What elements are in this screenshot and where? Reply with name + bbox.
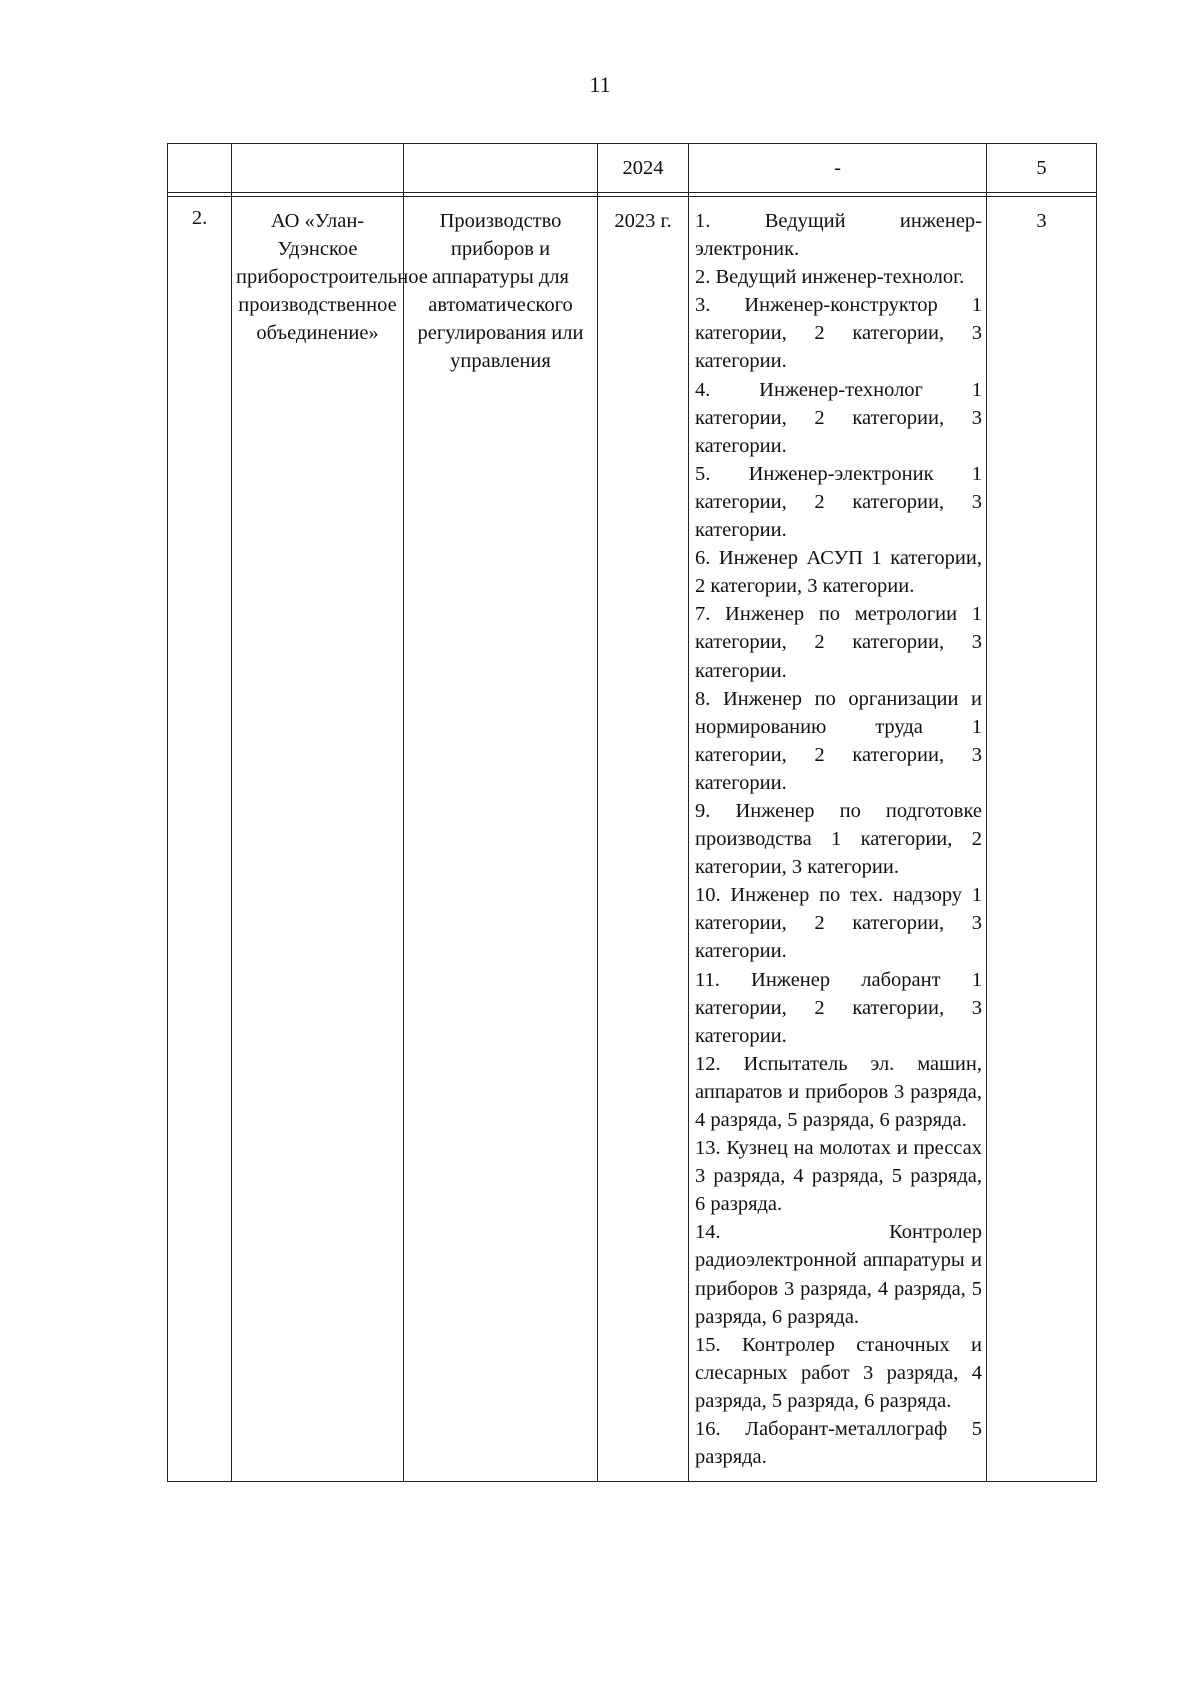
enterprise-table [167,143,1097,1482]
position-item: 2. Ведущий инженер-технолог. [695,266,965,289]
position-item: 1. Ведущий инженер-электроник. [695,210,982,261]
cell-year: 2024 [598,144,689,193]
position-item: 3. Инженер-конструктор 1 категории, 2 категории, 3 категории. [695,294,982,373]
table-row-continuation [168,144,1097,193]
position-item: 13. Кузнец на молотах и прессах 3 разряда, 4 разряда, 5 разряда, 6 разряда. [695,1137,982,1216]
cell-activity [404,144,598,193]
cell-count: 5 [987,144,1097,193]
cell-count: 3 [987,197,1097,1482]
cell-num: 2. [168,197,232,1482]
page-number: 11 [589,72,611,97]
cell-num [168,144,232,193]
position-item: 4. Инженер-технолог 1 категории, 2 категории, 3 категории. [695,378,982,457]
position-item: 14. Контролер радиоэлектронной аппаратуры и приборов 3 разряда, 4 разряда, 5 разряда, 6 разряда. [695,1221,982,1328]
position-item: 7. Инженер по метрологии 1 категории, 2 категории, 3 категории. [695,603,982,682]
position-item: 12. Испытатель эл. машин, аппаратов и приборов 3 разряда, 4 разряда, 5 разряда, 6 разряда. [695,1052,982,1131]
table-row-enterprise [168,197,1097,1482]
position-item: 16. Лаборант-металлограф 5 разряда. [695,1418,982,1469]
position-item: 10. Инженер по тех. надзору 1 категории, 2 категории, 3 категории. [695,884,982,963]
cell-year: 2023 г. [598,197,689,1482]
cell-org [232,144,404,193]
position-item: 8. Инженер по организации и нормированию труда 1 категории, 2 категории, 3 категории. [695,687,982,794]
cell-org: АО «Улан-Удэнское приборостроительное производственное объединение» [232,197,404,1482]
cell-positions [689,197,987,1482]
position-item: 11. Инженер лаборант 1 категории, 2 категории, 3 категории. [695,968,982,1047]
position-item: 5. Инженер-электроник 1 категории, 2 категории, 3 категории. [695,462,982,542]
position-item: 9. Инженер по подготовке производства 1 категории, 2 категории, 3 категории. [695,799,982,879]
position-item: 15. Контролер станочных и слесарных работ 3 разряда, 4 разряда, 5 разряда, 6 разряда. [695,1333,982,1412]
position-item: 6. Инженер АСУП 1 категории, 2 категории, 3 категории. [695,547,982,598]
cell-positions: - [689,144,987,193]
cell-activity: Производство приборов и аппаратуры для автоматического регулирования или управления [404,197,598,1482]
